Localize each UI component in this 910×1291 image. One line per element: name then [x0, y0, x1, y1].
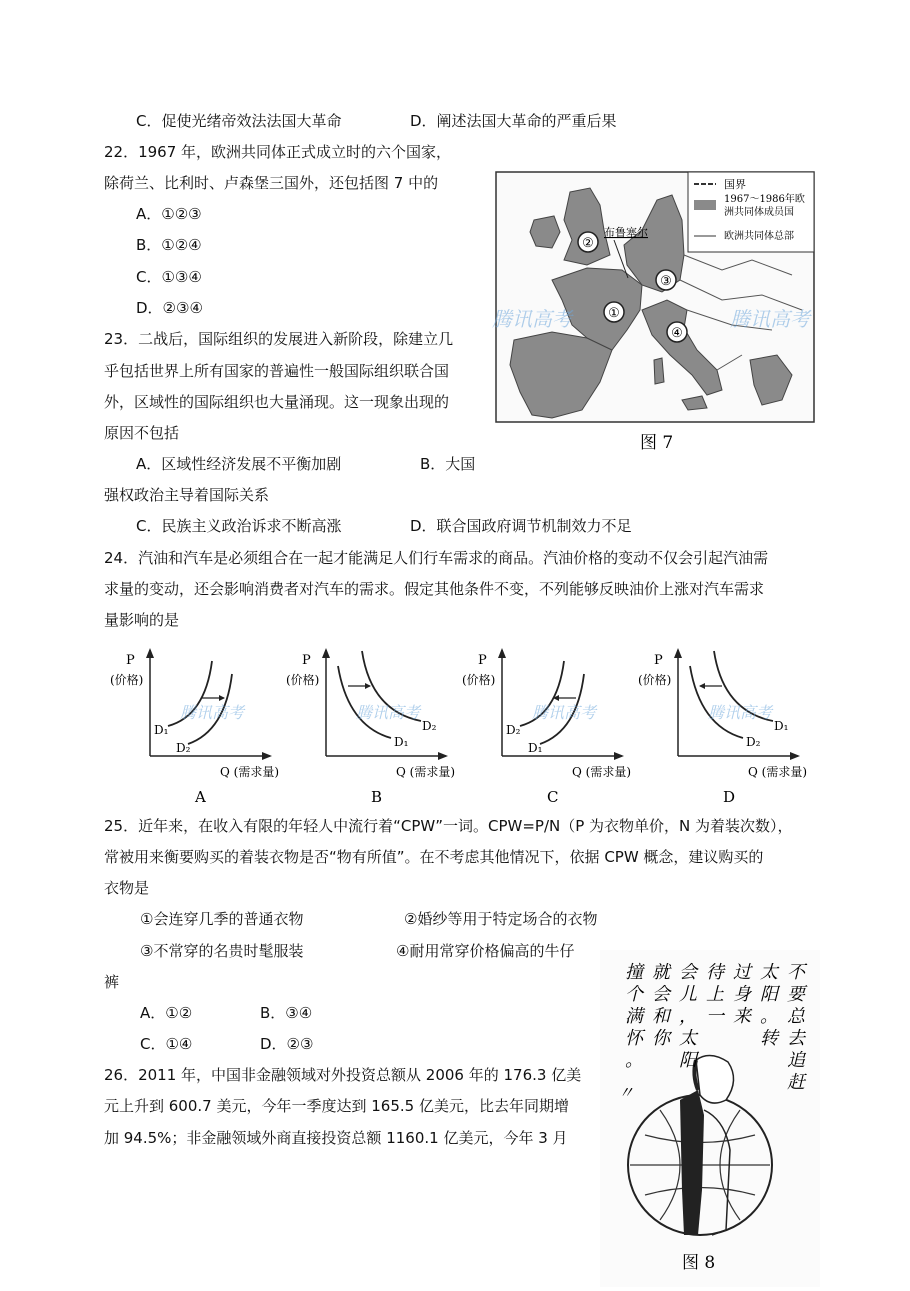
watermark: 腾讯高考: [492, 307, 572, 331]
figure-8-cartoon: [600, 950, 820, 1287]
y-axis-sublabel: (价格): [110, 673, 144, 687]
x-axis-label: Q (需求量): [748, 765, 808, 779]
marker-2: [578, 232, 598, 252]
cartoon-text-column: 撞个满怀。: [625, 962, 643, 1071]
graph-label: B: [371, 788, 383, 806]
q25-option-b: B．③④: [260, 1004, 313, 1022]
svg-text:③: ③: [660, 274, 672, 289]
q23-option-a: A．区域性经济发展不平衡加剧: [136, 455, 342, 473]
q22-option-a: A．①②③: [136, 205, 202, 223]
legend-members-line1: 1967～1986年欧: [724, 194, 805, 205]
cartoon-text-column: 就会和你: [652, 962, 670, 1049]
watermark: 腾讯高考: [532, 703, 597, 722]
q23-option-c: C．民族主义政治诉求不断高涨: [136, 517, 342, 535]
figure-7-caption: 图 7: [640, 433, 674, 453]
marker-3: [656, 270, 676, 290]
watermark: 腾讯高考: [356, 703, 421, 722]
watermark: 腾讯高考: [708, 703, 773, 722]
q22-stem-line1: 22．1967 年，欧洲共同体正式成立时的六个国家，: [104, 143, 452, 161]
y-axis-arrow: [146, 648, 154, 658]
graph-label: C: [547, 788, 559, 806]
q25-item-4-cont: 裤: [104, 973, 120, 991]
curve-label: D₂: [506, 723, 521, 737]
y-axis-sublabel: (价格): [638, 673, 672, 687]
demand-curve-1: [690, 666, 743, 738]
q26-stem-line1: 26．2011 年，中国非金融领域对外投资总额从 2006 年的 176.3 亿美: [104, 1066, 582, 1084]
q25-item-1: ①会连穿几季的普通衣物: [140, 910, 304, 928]
cartoon-text-column: 不要总去追赶: [787, 962, 805, 1093]
figure-8-caption: 图 8: [682, 1253, 716, 1273]
cartoon-text-column: 过身来: [733, 962, 751, 1027]
y-axis-arrow: [674, 648, 682, 658]
q23-option-b: B．大国: [420, 455, 476, 473]
demand-curve-1: [338, 666, 391, 738]
motion-lines: 〃: [618, 1083, 635, 1102]
q24-stem-line2: 求量的变动，还会影响消费者对汽车的需求。假定其他条件不变，不列能够反映油价上涨对汽车需求: [104, 580, 765, 598]
q25-option-a: A．①②: [140, 1004, 193, 1022]
shift-arrowhead: [219, 695, 225, 701]
q25-item-2: ②婚纱等用于特定场合的衣物: [404, 910, 598, 928]
q22-stem-line2: 除荷兰、比利时、卢森堡三国外，还包括图 7 中的: [104, 174, 439, 192]
q23-option-b-cont: 强权政治主导着国际关系: [104, 486, 270, 504]
x-axis-arrow: [614, 752, 624, 760]
q23-stem-line4: 原因不包括: [104, 424, 180, 442]
x-axis-arrow: [262, 752, 272, 760]
q23-stem-line1: 23．二战后，国际组织的发展进入新阶段，除建立几: [104, 330, 454, 348]
x-axis-arrow: [438, 752, 448, 760]
x-axis-label: Q (需求量): [396, 765, 456, 779]
q23-stem-line3: 外，区域性的国际组织也大量涌现。这一现象出现的: [104, 393, 450, 411]
curve-label: D₁: [528, 741, 543, 755]
legend-hq: 欧洲共同体总部: [724, 231, 794, 242]
curve-label: D₁: [154, 723, 169, 737]
cartoon-text-column: 太阳。转: [760, 962, 778, 1049]
q22-option-d: D．②③④: [136, 299, 203, 317]
q25-item-4: ④耐用常穿价格偏高的牛仔: [396, 942, 575, 960]
q25-stem-line3: 衣物是: [104, 879, 150, 897]
q25-stem-line2: 常被用来衡要购买的着装衣物是否“物有所值”。在不考虑其他情况下，依据 CPW 概念，建议购买的: [104, 848, 764, 866]
q22-option-b: B．①②④: [136, 236, 202, 254]
x-axis-label: Q (需求量): [220, 765, 280, 779]
curve-label: D₁: [394, 735, 409, 749]
q25-stem-line1: 25．近年来，在收入有限的年轻人中流行着“CPW”一词。CPW=P/N（P 为衣物单价，N 为着装次数），: [104, 817, 793, 835]
cartoon-text-column: 会儿，太阳: [679, 962, 697, 1071]
watermark: 腾讯高考: [180, 703, 245, 722]
watermark: 腾讯高考: [730, 307, 810, 331]
y-axis-arrow: [322, 648, 330, 658]
marker-1: [604, 302, 624, 322]
q23-stem-line2: 乎包括世界上所有国家的普遍性一般国际组织联合国: [104, 362, 450, 380]
y-axis-sublabel: (价格): [286, 673, 320, 687]
person-head: [696, 1055, 734, 1103]
map-sardinia: [654, 358, 664, 384]
y-axis-label: P: [654, 653, 663, 668]
q23-option-d: D．联合国政府调节机制效力不足: [410, 517, 632, 535]
q25-option-d: D．②③: [260, 1035, 314, 1053]
q25-option-c: C．①④: [140, 1035, 193, 1053]
q24-stem-line1: 24．汽油和汽车是必须组合在一起才能满足人们行车需求的商品。汽油价格的变动不仅会引起汽油需: [104, 549, 769, 567]
y-axis-label: P: [126, 653, 135, 668]
legend-border: 国界: [724, 178, 746, 191]
q24-stem-line3: 量影响的是: [104, 611, 180, 629]
q26-stem-line2: 元上升到 600.7 美元，今年一季度达到 165.5 亿美元，比去年同期增: [104, 1097, 569, 1115]
q26-stem-line3: 加 94.5%；非金融领域外商直接投资总额 1160.1 亿美元，今年 3 月: [104, 1129, 568, 1147]
x-axis-arrow: [790, 752, 800, 760]
shift-arrowhead: [365, 683, 371, 689]
brussels-label: 布鲁塞尔: [604, 226, 648, 239]
graph-label: A: [195, 788, 206, 806]
graph-label: D: [723, 788, 736, 806]
marker-4: [667, 322, 687, 342]
q24-graphs: [100, 636, 812, 808]
y-axis-label: P: [478, 653, 487, 668]
x-axis-label: Q (需求量): [572, 765, 632, 779]
q21-option-c: C．促使光绪帝效法法国大革命: [136, 112, 342, 130]
svg-text:①: ①: [608, 306, 620, 321]
shift-arrowhead: [699, 683, 705, 689]
figure-7-map: [492, 160, 822, 456]
y-axis-label: P: [302, 653, 311, 668]
svg-text:④: ④: [671, 326, 683, 341]
curve-label: D₁: [774, 719, 789, 733]
q25-item-3: ③不常穿的名贵时髦服装: [140, 942, 304, 960]
curve-label: D₂: [746, 735, 761, 749]
cartoon-text-column: 待上一: [706, 962, 724, 1027]
y-axis-arrow: [498, 648, 506, 658]
svg-text:②: ②: [582, 236, 594, 251]
curve-label: D₂: [176, 741, 191, 755]
curve-label: D₂: [422, 719, 437, 733]
y-axis-sublabel: (价格): [462, 673, 496, 687]
q22-option-c: C．①③④: [136, 268, 202, 286]
q21-option-d: D．阐述法国大革命的严重后果: [410, 112, 617, 130]
legend-members-line2: 洲共同体成员国: [724, 207, 794, 218]
